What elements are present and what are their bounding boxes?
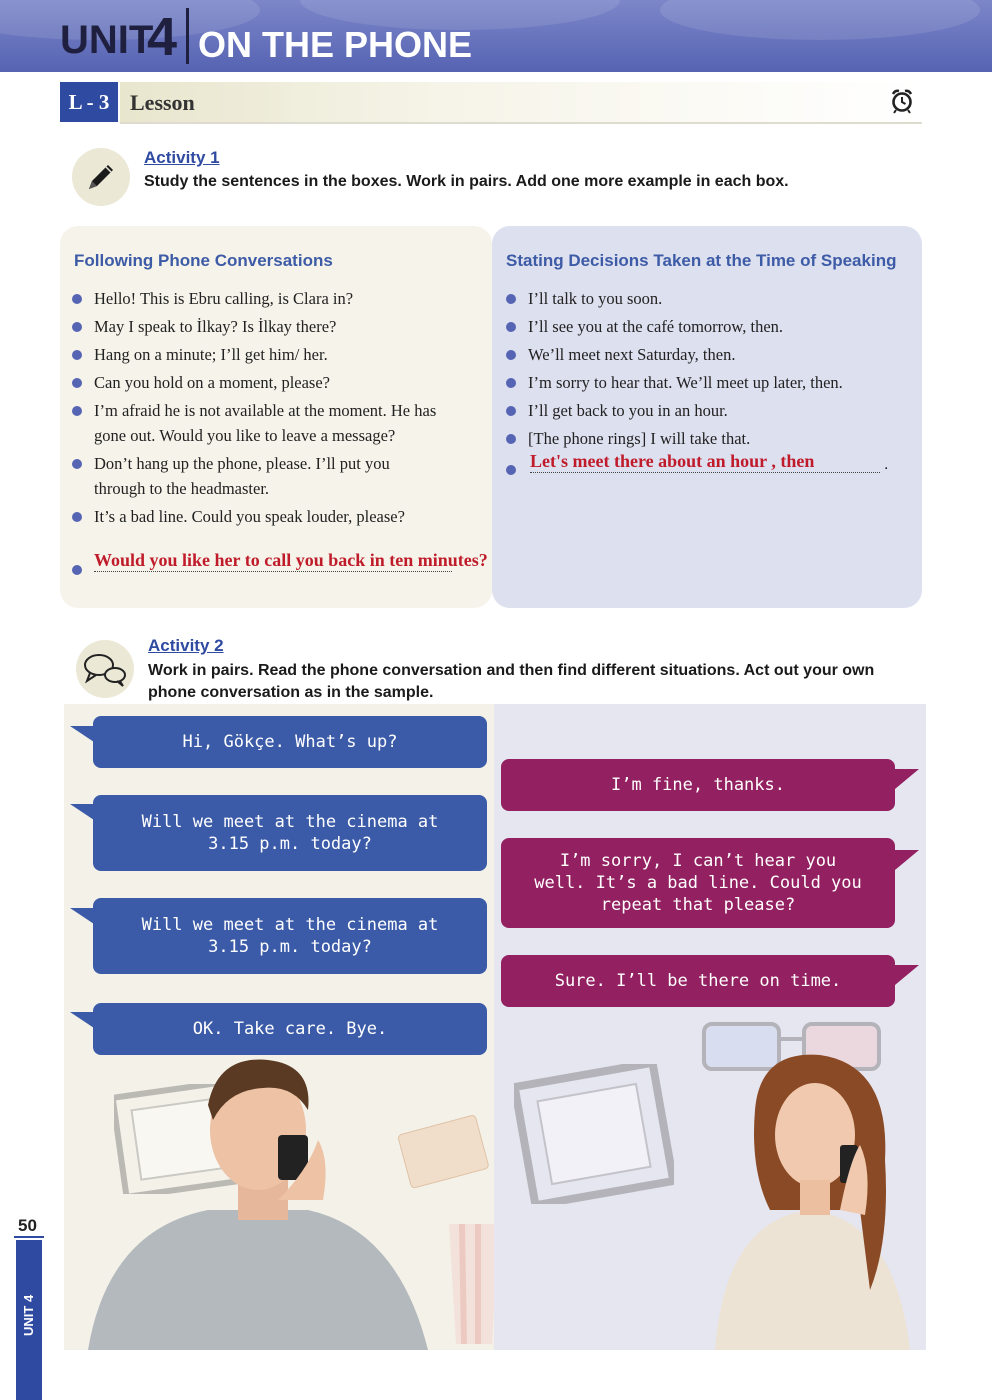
speech-bubble-blue: Will we meet at the cinema at 3.15 p.m. today? (93, 795, 487, 871)
box-left-list (72, 286, 472, 532)
box-left-title: Following Phone Conversations (74, 251, 333, 270)
girl-on-phone-illustration (700, 1050, 922, 1350)
list-item: I’ll see you at the café tomorrow, then. (506, 314, 916, 339)
list-item: Can you hold on a moment, please? (72, 370, 472, 395)
banner-decoration (660, 0, 980, 40)
boy-on-phone-illustration (68, 1050, 468, 1350)
speech-bubble-blue: Will we meet at the cinema at 3.15 p.m. today? (93, 898, 487, 974)
box-left-answer[interactable]: Would you like her to call you back in ten minutes? (94, 550, 488, 570)
phone-conversations-box (60, 226, 492, 608)
list-item: May I speak to İlkay? Is İlkay there? (72, 314, 472, 339)
speech-bubble-blue: Hi, Gökçe. What’s up? (93, 716, 487, 768)
stating-decisions-box (492, 226, 922, 608)
speech-bubble-purple: I’m sorry, I can’t hear you well. It’s a bad line. Could you repeat that please? (501, 838, 895, 928)
box-right-title: Stating Decisions Taken at the Time of Speaking (506, 251, 897, 270)
speech-bubbles-icon (76, 640, 134, 698)
activity2-title: Activity 2 (148, 636, 224, 655)
unit-title: ON THE PHONE (198, 24, 473, 65)
list-item: Hello! This is Ebru calling, is Clara in? (72, 286, 472, 311)
lesson-code: L - 3 (60, 82, 118, 122)
activity2-instruction-line2: phone conversation as in the sample. (148, 684, 434, 701)
list-item: [The phone rings] I will take that. (506, 426, 916, 451)
answer-period: . (884, 456, 889, 473)
bubble-tail (895, 965, 919, 985)
film-strip-decoration (514, 1064, 674, 1204)
activity1-instruction: Study the sentences in the boxes. Work in pairs. Add one more example in each box. (144, 173, 789, 190)
list-item: I’m afraid he is not available at the moment. He has gone out. Would you like to leave a message? (72, 398, 444, 448)
activity1-title: Activity 1 (144, 148, 220, 167)
list-item: We’ll meet next Saturday, then. (506, 342, 916, 367)
side-tab-label: UNIT 4 (21, 1294, 36, 1336)
alarm-clock-icon (890, 88, 914, 114)
bubble-tail (895, 769, 919, 789)
lesson-label: Lesson (130, 90, 195, 115)
page-number-rule (14, 1236, 44, 1238)
unit-divider (186, 8, 189, 64)
pencil-icon (72, 148, 130, 206)
box-right-answer[interactable]: Let's meet there about an hour , then (530, 451, 880, 473)
speech-bubble-purple: I’m fine, thanks. (501, 759, 895, 811)
list-item: I’m sorry to hear that. We’ll meet up later, then. (506, 370, 916, 395)
list-item: I’ll talk to you soon. (506, 286, 916, 311)
unit-banner (0, 0, 992, 72)
page-number: 50 (18, 1216, 37, 1235)
lesson-bar (120, 82, 922, 124)
activity2-instruction-line1: Work in pairs. Read the phone conversation and then find different situations. Act out your own (148, 662, 875, 679)
speech-bubble-purple: Sure. I’ll be there on time. (501, 955, 895, 1007)
list-item: It’s a bad line. Could you speak louder, please? (72, 504, 472, 529)
bullet-dot (72, 565, 82, 575)
bubble-tail (895, 850, 919, 870)
list-item: Hang on a minute; I’ll get him/ her. (72, 342, 472, 367)
box-right-list (506, 286, 916, 454)
speech-bubble-blue: OK. Take care. Bye. (93, 1003, 487, 1055)
unit-number: 4 (147, 7, 178, 67)
list-item: Don’t hang up the phone, please. I’ll put you through to the headmaster. (72, 451, 444, 501)
side-unit-tab (16, 1240, 42, 1400)
bullet-dot (506, 465, 516, 475)
unit-word: UNIT (60, 18, 154, 62)
list-item: I’ll get back to you in an hour. (506, 398, 916, 423)
